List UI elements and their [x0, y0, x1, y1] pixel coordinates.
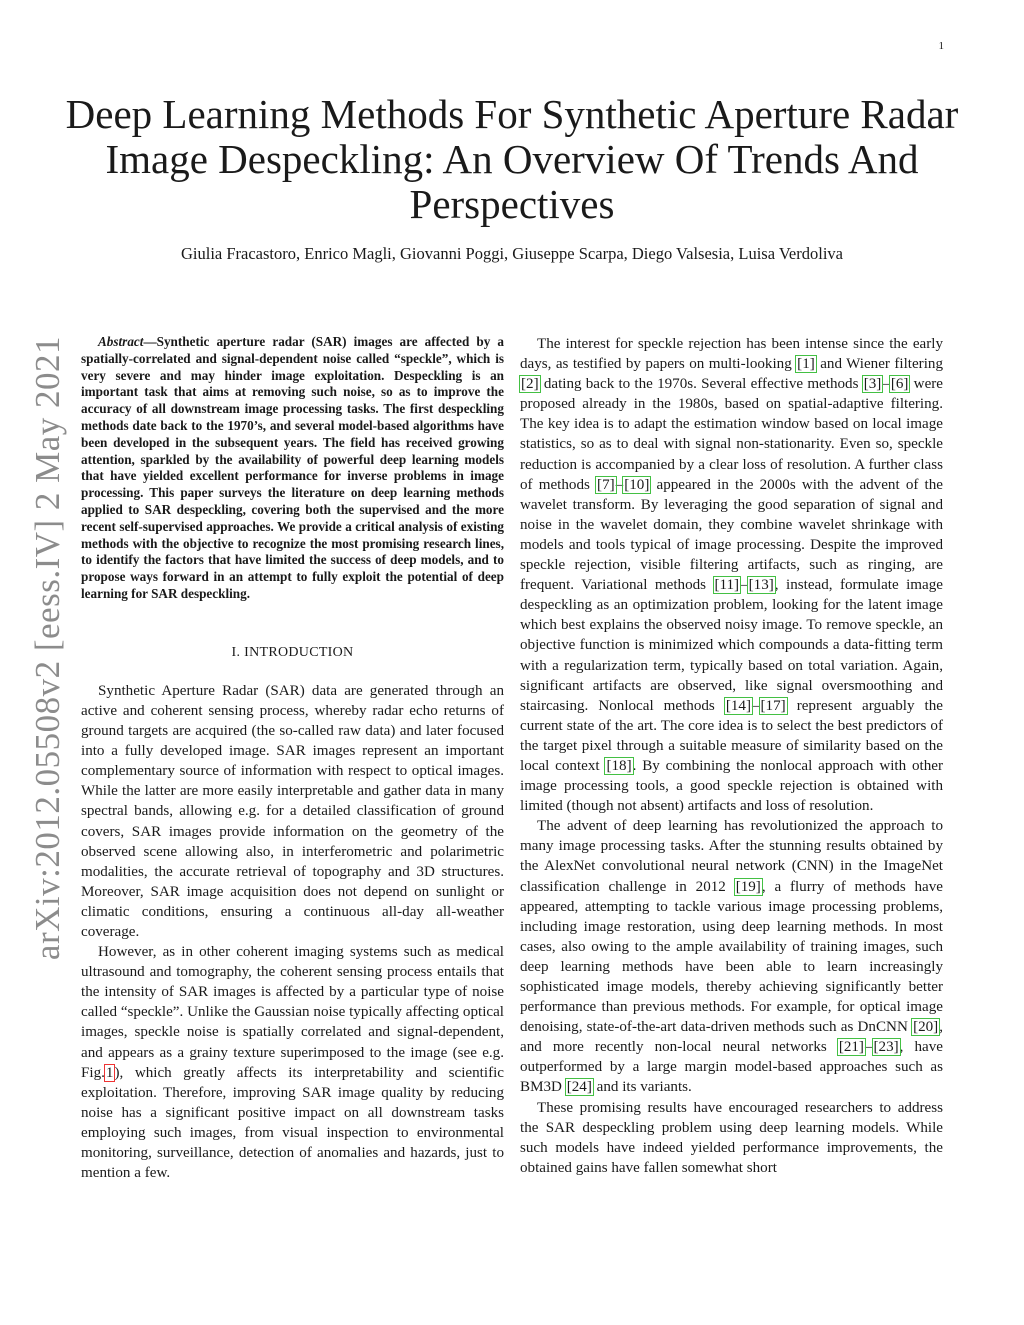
- paragraph-text: and Wiener filtering: [815, 356, 943, 373]
- abstract-label: Abstract: [98, 334, 144, 349]
- author-list: Giulia Fracastoro, Enrico Magli, Giovanni Poggi, Giuseppe Scarpa, Diego Valsesia, Luisa Verdoliva: [180, 244, 843, 263]
- section-number: I.: [231, 644, 245, 660]
- citation-link[interactable]: [2]: [521, 376, 539, 393]
- paragraph: [520, 334, 943, 816]
- citation-link[interactable]: [6]: [890, 376, 909, 393]
- citation-link[interactable]: [23]: [873, 1039, 899, 1056]
- paragraph-text: The advent of deep learning has revolutionized the approach to many image processing tasks. After the stunning results obtained by the AlexNet convolutional neural network (CNN) in the ImageNet classification challenge in 2012: [520, 818, 943, 895]
- arxiv-identifier-text: arXiv:2012.05508v2 [eess.IV] 2 May 2021: [28, 335, 67, 961]
- paragraph: [81, 942, 504, 1183]
- citation-link[interactable]: [20]: [913, 1019, 939, 1036]
- abstract: [81, 334, 504, 603]
- paper-title: Deep Learning Methods For Synthetic Aperture Radar Image Despeckling: An Overview Of Trends And Perspectives: [65, 91, 959, 227]
- citation-link[interactable]: [14]: [725, 697, 751, 714]
- citation-link[interactable]: [1]: [797, 356, 815, 373]
- citation-link[interactable]: [10]: [624, 476, 650, 493]
- section-title-rest: NTRODUCTION: [249, 644, 354, 660]
- abstract-text: Synthetic aperture radar (SAR) images are affected by a spatially-correlated and signal-dependent noise called “speckle”, which is very severe and may hinder image exploitation. Despeckling is an important task that aims at removing such noise, so as to improve the accuracy of all downstream image processing tasks. The first despeckling methods date back to the 1970’s, and several model-based algorithms have been developed in the subsequent years. The field has received growing attention, sparkled by the availability of powerful deep learning models that have yielded excellent performance for inverse problems in image processing. This paper surveys the literature on deep learning methods applied to SAR despeckling, covering both the supervised and the more recent self-supervised approaches. We provide a critical analysis of existing methods with the objective to recognize the most promising research lines, to identify the factors that have limited the success of deep models, and to propose ways forward in an attempt to fully exploit the potential of deep learning for SAR despeckling.: [81, 334, 504, 601]
- paragraph-text: –: [864, 1039, 873, 1056]
- paragraph-text: –: [882, 376, 890, 393]
- right-column: [520, 334, 943, 1178]
- abstract-dash: —: [143, 334, 157, 349]
- paragraph-text: dating back to the 1970s. Several effective methods: [539, 376, 863, 393]
- citation-link[interactable]: [19]: [735, 878, 761, 895]
- section-title-initial: I: [244, 644, 250, 660]
- paragraph-text: , a flurry of methods have appeared, attempting to tackle various image processing problems, including image restoration, using deep learning methods. In most cases, also owing to the ample availability of training images, such deep learning methods have been able to learn increasingly sophisticated image models, thereby achieving significantly better performance than previous methods. For example, for optical image denoising, state-of-the-art data-driven methods such as DnCNN: [520, 878, 944, 1036]
- paragraph-text: , and more recently non-local neural networks: [520, 1019, 943, 1056]
- paragraph-text: were proposed already in the 1980s, based on spatial-adaptive filtering. The key idea is to adapt the estimation window based on local image statistics, so as to deal with signal non-stationarity. Even so, speckle reduction is accompanied by a clear loss of resolution. A further class of methods: [520, 376, 943, 493]
- paragraph-text: –: [615, 476, 624, 493]
- citation-link[interactable]: [17]: [760, 697, 786, 714]
- paragraph-text: and its variants.: [592, 1079, 692, 1096]
- section-heading-introduction: [81, 643, 504, 663]
- paragraph-text: The interest for speckle rejection has been intense since the early days, as testified by papers on multi-looking: [520, 336, 943, 373]
- paragraph: These promising results have encouraged researchers to address the SAR despeckling problem using deep learning models. While such models have indeed yielded performance improvements, the obtained gains have fallen somewhat short: [520, 1099, 943, 1176]
- paragraph-text: , have outperformed by a large margin model-based approaches such as BM3D: [520, 1039, 943, 1096]
- paragraph-text: represent arguably the current state of the art. The core idea is to select the best predictors of the target pixel through a suitable measure of similarity based on the local context: [520, 697, 943, 774]
- paragraph-text: , instead, formulate image despeckling as an optimization problem, looking for the latent image which best explains the observed noisy image. To remove speckle, an objective function is minimized which compounds a data-fitting term with a regularization term, typically based on total variation. Again, significant artifacts are observed, like signal oversmoothing and staircasing. Nonlocal methods: [520, 577, 943, 714]
- figure-reference-link[interactable]: 1: [105, 1064, 114, 1081]
- page-number: 1: [938, 40, 944, 52]
- paragraph-text: appeared in the 2000s with the advent of the wavelet transform. By leveraging the good separation of signal and noise in the wavelet domain, they combine wavelet shrinkage with models and tools typical of image processing. Despite the improved speckle rejection, visible filtering artifacts, such as ringing, are frequent. Variational methods: [520, 476, 943, 594]
- paragraph-text: –: [740, 577, 748, 594]
- citation-link[interactable]: [21]: [838, 1039, 864, 1056]
- citation-link[interactable]: [7]: [597, 476, 615, 493]
- citation-link[interactable]: [11]: [714, 577, 740, 594]
- paragraph-text: –: [751, 697, 760, 714]
- paragraph-text: ), which greatly affects its interpretability and scientific exploitation. Therefore, improving SAR image quality by reducing noise has a significant positive impact on all downstream tasks employing such images, from visual inspection to environmental monitoring, surveillance, detection of anomalies and hazards, just to mention a few.: [81, 1064, 504, 1182]
- left-column: [81, 334, 504, 1183]
- paragraph-text: . By combining the nonlocal approach with other image processing tools, a good speckle rejection is obtained with limited (though not absent) artifacts and loss of resolution.: [520, 757, 944, 815]
- citation-link[interactable]: [13]: [748, 577, 774, 594]
- paragraph: [520, 816, 943, 1097]
- paragraph-text: However, as in other coherent imaging systems such as medical ultrasound and tomography, the coherent sensing process entails that the intensity of SAR images is affected by a particular type of noise called “speckle”. Unlike the Gaussian noise typically affecting optical images, speckle noise is spatially correlated and signal-dependent, and appears as a grainy texture superimposed to the image (see e.g. Fig.: [81, 944, 504, 1081]
- citation-link[interactable]: [18]: [606, 757, 632, 774]
- citation-link[interactable]: [24]: [566, 1079, 592, 1096]
- citation-link[interactable]: [3]: [863, 376, 882, 393]
- paragraph: Synthetic Aperture Radar (SAR) data are generated through an active and coherent sensing process, whereby radar echo returns of ground targets are acquired (the so-called raw data) and later focused into a fully developed image. SAR images represent an important complementary source of information with respect to optical images. While the latter are more easily interpretable and gather data in many spectral bands, allowing e.g. for a detailed classification of ground covers, SAR images provide information on the geometry of the observed scene allowing also, in interferometric and polarimetric modalities, the accurate retrieval of topography and 3D structures. Moreover, SAR image acquisition does not depend on sunlight or climatic conditions, ensuring a continuous all-day all-weather coverage.: [81, 682, 504, 940]
